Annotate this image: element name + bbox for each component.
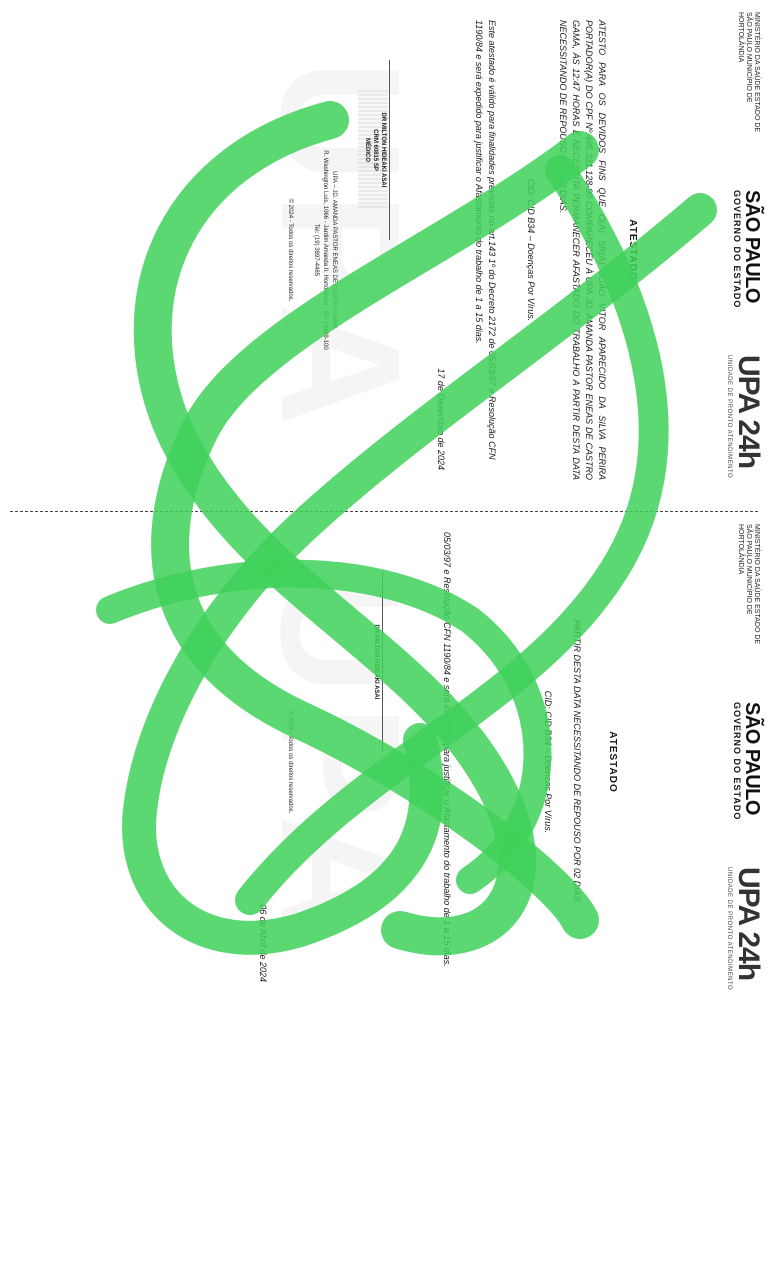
copyright: © 2024 - Todos os direitos reservados. bbox=[287, 710, 293, 814]
sp-logo-subtitle: GOVERNO DO ESTADO bbox=[732, 190, 742, 309]
footer-address: R. Washington Luís, 1066 - Jardim Amanda II, Hortolândia - SP, 13188-100 bbox=[322, 150, 328, 350]
certificate-body: PARTIR DESTA DATA NECESSITANDO DE REPOUSO POR 02 DIAS. bbox=[572, 619, 582, 905]
doctor-name: DR MILTON HIDEAKI ASAI bbox=[380, 112, 386, 188]
certificate-title: ATESTADO bbox=[607, 731, 618, 793]
sp-logo-title: SÃO PAULO bbox=[741, 702, 763, 815]
doctor-crm: CRM 60815 SP bbox=[372, 129, 378, 171]
upa-logo-subtitle: UNIDADE DE PRONTO ATENDIMENTO bbox=[726, 355, 732, 479]
certificate-body: ATESTO PARA OS DEVIDOS FINS QUE O(A) SR(A) JOÃO VITOR APARECIDO DA SILVA PERIRA PORTADOR(A) DO CPF Nº 485.331.128-90 COMPARECEU À UPA JD. AMANDA PASTOR ENEAS DE CASTRO GAMA, ÀS 12:47 HORAS E NECESSITA PERMANECER AFASTADO DO TRABALHO A PARTIR DESTA DATA NECESSITANDO DE REPOUSO POR 10 DIAS. bbox=[558, 20, 607, 480]
ministry-label: MINISTÉRIO DA SAÚDE ESTADO DE SÃO PAULO MUNICÍPIO DE HORTOLÂNDIA bbox=[737, 12, 760, 133]
date: 06 de Abril de 2024 bbox=[258, 904, 268, 982]
cid-line: CID: CID B34 – Doenças Por Vírus. bbox=[543, 690, 553, 834]
footer-phone: Tel: (19) 3897-4485 bbox=[313, 223, 319, 277]
sp-logo-title: SÃO PAULO bbox=[741, 190, 763, 303]
date: 17 de Dezembro de 2024 bbox=[436, 368, 446, 470]
doctor-name: DR MILTON HIDEAKI ASAI bbox=[373, 624, 379, 700]
upa-logo-subtitle: UNIDADE DE PRONTO ATENDIMENTO bbox=[726, 867, 732, 991]
upa-logo-title: UPA 24h bbox=[732, 867, 765, 981]
certificate-title: ATESTADO bbox=[627, 219, 638, 281]
validity-text: Este atestado é válido para finalidades previstas no art.143 1º do Decreto 2172 de 05/03/97 e Resolução CFN 1190/84 e será expedido para justificar o Afastamento do trabalho de 1 a 15 dias. bbox=[474, 20, 497, 460]
upa-logo-title: UPA 24h bbox=[732, 355, 765, 469]
doctor-role: MÉDICO bbox=[364, 138, 370, 162]
footer-unit: UPA – JD. AMANDA PASTOR ENEAS DE CASTRO GAMA bbox=[331, 171, 337, 329]
copyright: © 2024 - Todos os direitos reservados. bbox=[287, 198, 293, 302]
sp-logo-subtitle: GOVERNO DO ESTADO bbox=[732, 702, 742, 821]
cid-line: CID: CID B34 – Doenças Por Vírus. bbox=[526, 178, 536, 322]
ministry-label: MINISTÉRIO DA SAÚDE ESTADO DE SÃO PAULO MUNICÍPIO DE HORTOLÂNDIA bbox=[737, 524, 760, 645]
validity-text: 05/03/97 e Resolução CFN 1190/84 e será expedido para justificar o Afastamento do trabalho de 1 a 15 dias. bbox=[442, 532, 452, 967]
